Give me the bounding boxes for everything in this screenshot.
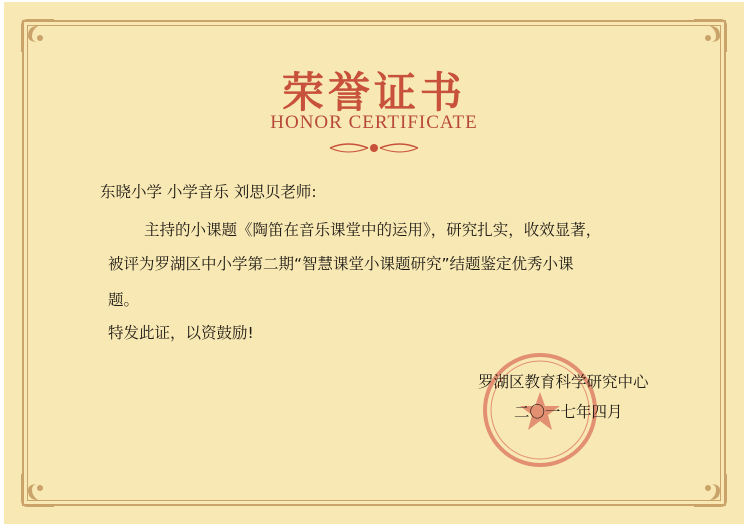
certificate-title: 荣誉证书: [281, 68, 466, 117]
corner-ornament-icon: [18, 16, 58, 56]
body-text-line: 题。: [108, 291, 140, 309]
divider-ornament-icon: [328, 140, 420, 156]
encouragement-line: 特发此证，以资鼓励!: [108, 324, 254, 342]
body-text-line: 主持的小课题《陶笛在音乐课堂中的运用》，研究扎实，收效显著，: [144, 221, 602, 239]
corner-ornament-icon: [690, 470, 730, 510]
body-text-line: 被评为罗湖区中小学第二期“智慧课堂小课题研究”结题鉴定优秀小课: [108, 255, 574, 273]
certificate-subtitle: HONOR CERTIFICATE: [270, 112, 478, 133]
issuer-name: 罗湖区教育科学研究中心: [478, 373, 649, 391]
corner-ornament-icon: [690, 16, 730, 56]
certificate: [4, 2, 744, 524]
recipient-line: 东晓小学 小学音乐 刘思贝老师:: [100, 183, 317, 201]
corner-ornament-icon: [18, 470, 58, 510]
issue-date: 二〇一七年四月: [514, 403, 623, 421]
